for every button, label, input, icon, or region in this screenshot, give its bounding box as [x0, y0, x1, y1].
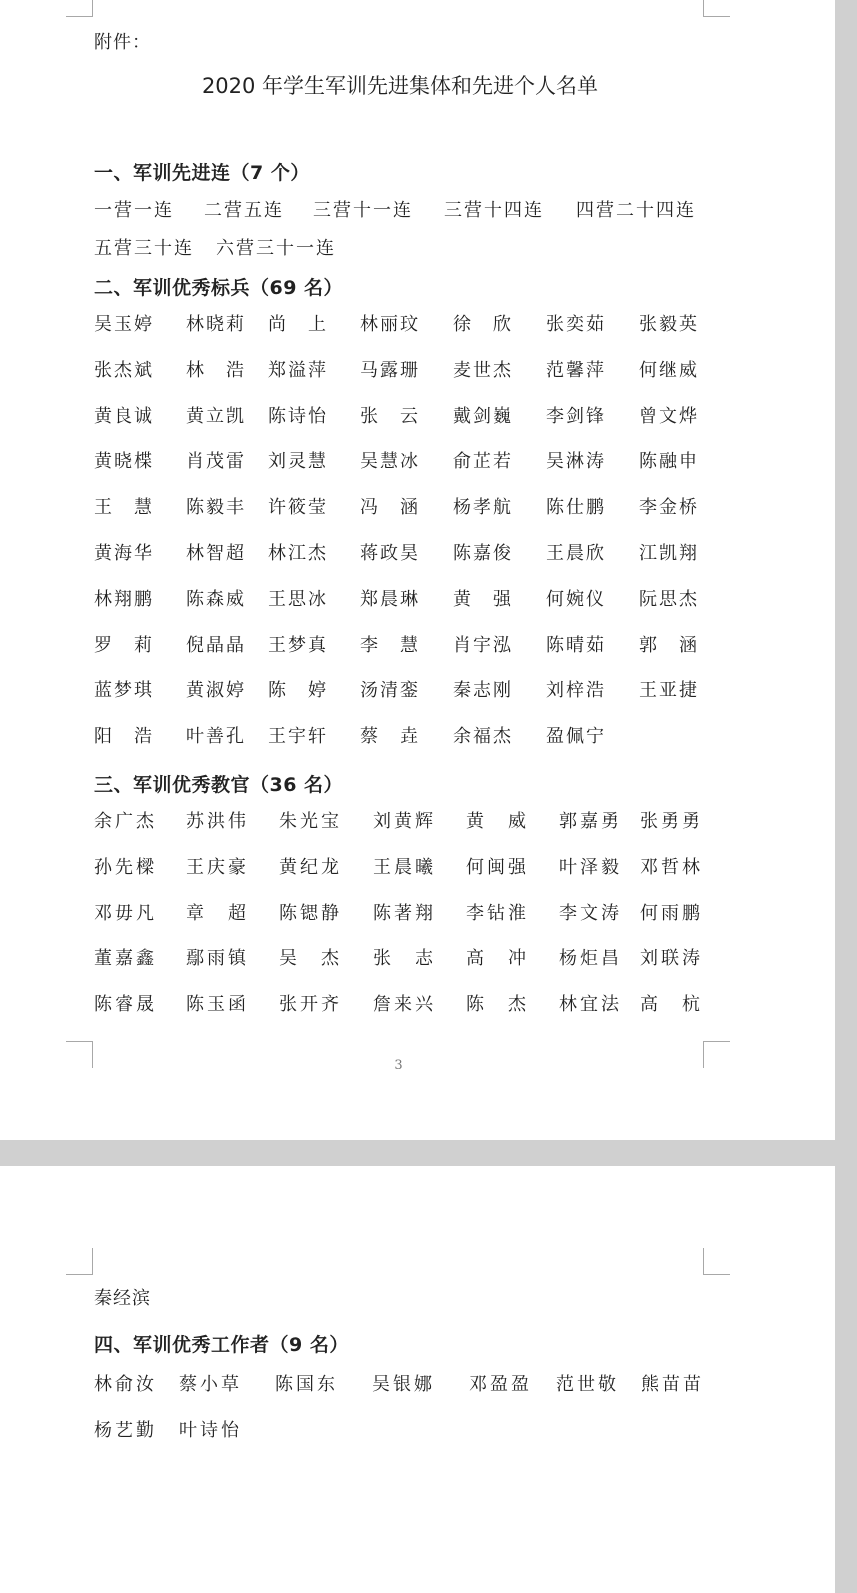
person-name: 吴慧冰	[360, 451, 420, 473]
person-name: 何婉仪	[546, 588, 606, 610]
document-title: 2020 年学生军训先进集体和先进个人名单	[201, 74, 599, 98]
person-name: 王庆豪	[186, 856, 249, 878]
person-name: 吴淋涛	[546, 451, 606, 473]
person-name: 张毅英	[639, 314, 699, 335]
person-name: 郭 涵	[639, 634, 699, 656]
person-name: 林丽玟	[360, 314, 420, 335]
person-name: 张勇勇	[640, 811, 703, 832]
person-name: 陈睿晟	[94, 994, 157, 1016]
person-name: 王宇轩	[268, 726, 328, 748]
document-page-2	[0, 1166, 835, 1593]
person-name: 黄淑婷	[186, 680, 246, 702]
person-name: 郑晨琳	[360, 588, 420, 610]
person-name: 陈 杰	[466, 994, 529, 1016]
person-name: 肖宇泓	[453, 634, 513, 656]
person-name: 肖茂雷	[186, 451, 246, 473]
person-name: 邓盈盈	[469, 1374, 532, 1395]
person-name: 黄纪龙	[279, 856, 342, 878]
company-name: 三营十四连	[444, 200, 544, 221]
person-name: 李金桥	[639, 497, 699, 519]
person-name: 冯 涵	[360, 497, 420, 519]
person-name: 杨炬昌	[559, 948, 622, 970]
person-name: 杨孝航	[453, 497, 513, 519]
person-name: 林晓莉	[186, 314, 246, 335]
person-name: 詹来兴	[373, 994, 436, 1016]
person-name: 蓝梦琪	[94, 680, 154, 702]
person-name: 秦志刚	[453, 680, 513, 702]
person-name: 陈毅丰	[186, 497, 246, 519]
person-name: 吴玉婷	[94, 314, 154, 335]
person-name: 林智超	[186, 543, 246, 564]
company-name: 一营一连	[94, 200, 174, 221]
person-name: 阳 浩	[94, 726, 154, 748]
person-name: 郑溢萍	[268, 359, 328, 381]
person-name: 李剑锋	[546, 405, 606, 427]
person-name: 陈森威	[186, 588, 246, 610]
person-name: 李钻淮	[466, 902, 529, 924]
person-name: 张杰斌	[94, 359, 154, 381]
person-name: 蒋政昊	[360, 543, 420, 564]
person-name: 黄 威	[466, 811, 529, 832]
section-heading-outstanding-models: 二、军训优秀标兵（69 名）	[94, 277, 344, 299]
person-name: 盈佩宁	[546, 726, 606, 748]
person-name: 吴银娜	[372, 1374, 435, 1395]
person-name: 杨艺勤	[94, 1420, 157, 1441]
person-name: 黄立凯	[186, 405, 246, 427]
person-name: 吴 杰	[279, 948, 342, 970]
person-name: 陈 婷	[268, 680, 328, 702]
person-name: 邓哲林	[640, 856, 703, 878]
crop-mark-top-left	[66, 1248, 93, 1275]
person-name: 许筱莹	[268, 497, 328, 519]
person-name: 麦世杰	[453, 359, 513, 381]
person-name: 叶诗怡	[179, 1420, 242, 1441]
carry-over-name: 秦经滨	[94, 1288, 151, 1309]
person-name: 阮思杰	[639, 588, 699, 610]
person-name: 蔡 垚	[360, 726, 420, 748]
person-name: 苏洪伟	[186, 811, 249, 832]
section-heading-outstanding-workers: 四、军训优秀工作者（9 名）	[94, 1334, 349, 1356]
person-name: 俞芷若	[453, 451, 513, 473]
person-name: 林俞汝	[94, 1374, 157, 1395]
person-name: 陈晴茹	[546, 634, 606, 656]
person-name: 马露珊	[360, 359, 420, 381]
person-name: 倪晶晶	[186, 634, 246, 656]
section-heading-advanced-companies: 一、军训先进连（7 个）	[94, 162, 310, 184]
person-name: 张奕茹	[546, 314, 606, 335]
person-name: 黄 强	[453, 588, 513, 610]
person-name: 陈嘉俊	[453, 543, 513, 564]
crop-mark-top-left	[66, 0, 93, 17]
person-name: 林宜法	[559, 994, 622, 1016]
person-name: 罗 莉	[94, 634, 154, 656]
person-name: 林江杰	[268, 543, 328, 564]
person-name: 徐 欣	[453, 314, 513, 335]
company-name: 三营十一连	[313, 200, 413, 221]
person-name: 曾文烨	[639, 405, 699, 427]
person-name: 李 慧	[360, 634, 420, 656]
person-name: 王亚捷	[639, 680, 699, 702]
person-name: 王晨曦	[373, 856, 436, 878]
person-name: 王晨欣	[546, 543, 606, 564]
company-name: 六营三十一连	[216, 238, 336, 259]
person-name: 叶泽毅	[559, 856, 622, 878]
person-name: 刘灵慧	[268, 451, 328, 473]
person-name: 高 杭	[640, 994, 703, 1016]
person-name: 郭嘉勇	[559, 811, 622, 832]
person-name: 张 云	[360, 405, 420, 427]
person-name: 蔡小草	[179, 1374, 242, 1395]
person-name: 戴剑巍	[453, 405, 513, 427]
person-name: 叶善孔	[186, 726, 246, 748]
person-name: 刘黄辉	[373, 811, 436, 832]
person-name: 董嘉鑫	[94, 948, 157, 970]
person-name: 高 冲	[466, 948, 529, 970]
page-number: 3	[394, 1058, 403, 1073]
person-name: 尚 上	[268, 314, 328, 335]
person-name: 章 超	[186, 902, 249, 924]
person-name: 范世敬	[556, 1374, 619, 1395]
person-name: 陈玉函	[186, 994, 249, 1016]
person-name: 汤清銮	[360, 680, 420, 702]
company-name: 四营二十四连	[576, 200, 696, 221]
person-name: 黄海华	[94, 543, 154, 564]
person-name: 刘梓浩	[546, 680, 606, 702]
person-name: 朱光宝	[279, 811, 342, 832]
person-name: 张开齐	[279, 994, 342, 1016]
attachment-label: 附件：	[94, 32, 151, 53]
person-name: 鄢雨镇	[186, 948, 249, 970]
person-name: 陈诗怡	[268, 405, 328, 427]
person-name: 刘联涛	[640, 948, 703, 970]
company-name: 二营五连	[204, 200, 284, 221]
person-name: 陈锶静	[279, 902, 342, 924]
person-name: 陈国东	[275, 1374, 338, 1395]
company-name: 五营三十连	[94, 238, 194, 259]
person-name: 何继威	[639, 359, 699, 381]
person-name: 陈融申	[639, 451, 699, 473]
person-name: 王梦真	[268, 634, 328, 656]
person-name: 黄良诚	[94, 405, 154, 427]
crop-mark-top-right	[703, 0, 730, 17]
person-name: 孙先樑	[94, 856, 157, 878]
person-name: 林 浩	[186, 359, 246, 381]
person-name: 邓毋凡	[94, 902, 157, 924]
section-heading-outstanding-instructors: 三、军训优秀教官（36 名）	[94, 774, 344, 796]
person-name: 陈著翔	[373, 902, 436, 924]
person-name: 林翔鹏	[94, 588, 154, 610]
crop-mark-top-right	[703, 1248, 730, 1275]
person-name: 陈仕鹏	[546, 497, 606, 519]
person-name: 王 慧	[94, 497, 154, 519]
person-name: 余福杰	[453, 726, 513, 748]
person-name: 江凯翔	[639, 543, 699, 564]
person-name: 范馨萍	[546, 359, 606, 381]
person-name: 何闽强	[466, 856, 529, 878]
person-name: 李文涛	[559, 902, 622, 924]
person-name: 熊苗苗	[641, 1374, 704, 1395]
person-name: 黄晓楪	[94, 451, 154, 473]
person-name: 余广杰	[94, 811, 157, 832]
person-name: 王思冰	[268, 588, 328, 610]
person-name: 张 志	[373, 948, 436, 970]
person-name: 何雨鹏	[640, 902, 703, 924]
